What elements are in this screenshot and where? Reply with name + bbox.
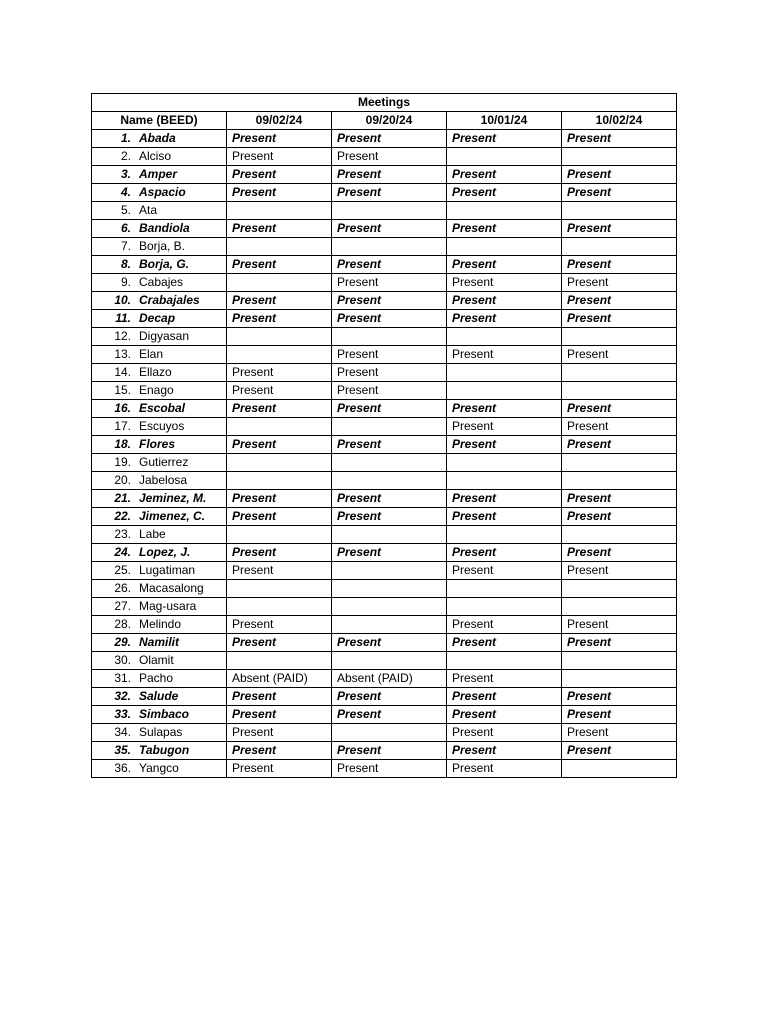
attendance-cell: [227, 346, 332, 364]
student-name: Namilit: [139, 635, 180, 649]
table-row: [92, 310, 677, 328]
row-number: 36.: [114, 761, 131, 775]
table-row: [92, 130, 677, 148]
attendance-cell: Present: [447, 166, 562, 184]
student-cell: [92, 436, 227, 454]
table-row: [92, 274, 677, 292]
student-name: Ellazo: [139, 365, 172, 379]
attendance-cell: Present: [562, 274, 677, 292]
attendance-cell: [227, 274, 332, 292]
table-row: [92, 148, 677, 166]
table-row: [92, 544, 677, 562]
attendance-cell: [447, 202, 562, 220]
table-row: [92, 508, 677, 526]
attendance-cell: [447, 598, 562, 616]
attendance-cell: Present: [447, 436, 562, 454]
attendance-cell: [332, 472, 447, 490]
student-name: Enago: [139, 383, 174, 397]
attendance-cell: Present: [332, 220, 447, 238]
attendance-cell: Present: [447, 184, 562, 202]
row-number: 9.: [120, 275, 131, 289]
attendance-cell: [332, 580, 447, 598]
attendance-cell: Present: [562, 616, 677, 634]
attendance-cell: [227, 454, 332, 472]
table-row: [92, 562, 677, 580]
table-body: [92, 130, 677, 778]
table-row: [92, 166, 677, 184]
row-number: 18.: [114, 437, 131, 451]
attendance-cell: Present: [332, 544, 447, 562]
row-number: 7.: [120, 239, 131, 253]
attendance-cell: Present: [447, 130, 562, 148]
attendance-cell: Present: [332, 292, 447, 310]
attendance-cell: Present: [332, 256, 447, 274]
student-name: Simbaco: [139, 707, 190, 721]
student-cell: [92, 490, 227, 508]
student-cell: [92, 760, 227, 778]
attendance-cell: Present: [562, 544, 677, 562]
attendance-cell: Present: [332, 274, 447, 292]
table-row: [92, 382, 677, 400]
row-number: 6.: [120, 221, 131, 235]
attendance-cell: Present: [227, 256, 332, 274]
student-cell: [92, 382, 227, 400]
header-name: Name (BEED): [92, 112, 227, 130]
row-number: 28.: [114, 617, 131, 631]
attendance-cell: [562, 526, 677, 544]
attendance-cell: Present: [332, 148, 447, 166]
table-row: [92, 670, 677, 688]
attendance-cell: Present: [227, 184, 332, 202]
attendance-cell: [562, 760, 677, 778]
table-row: [92, 652, 677, 670]
student-name: Mag-usara: [139, 599, 197, 613]
student-name: Bandiola: [139, 221, 190, 235]
student-name: Cabajes: [139, 275, 184, 289]
attendance-cell: Present: [447, 706, 562, 724]
student-name: Elan: [139, 347, 164, 361]
row-number: 20.: [114, 473, 131, 487]
student-name: Olamit: [139, 653, 174, 667]
attendance-cell: Present: [332, 184, 447, 202]
attendance-cell: Present: [562, 508, 677, 526]
student-name: Lugatiman: [139, 563, 196, 577]
student-name: Gutierrez: [139, 455, 189, 469]
student-cell: [92, 292, 227, 310]
row-number: 2.: [120, 149, 131, 163]
attendance-cell: Present: [227, 490, 332, 508]
row-number: 23.: [114, 527, 131, 541]
table-row: [92, 364, 677, 382]
attendance-cell: [447, 472, 562, 490]
student-name: Tabugon: [139, 743, 190, 757]
student-name: Aspacio: [139, 185, 186, 199]
attendance-cell: Present: [447, 742, 562, 760]
attendance-cell: Present: [447, 634, 562, 652]
attendance-cell: [562, 238, 677, 256]
attendance-cell: Present: [332, 346, 447, 364]
row-number: 32.: [114, 689, 131, 703]
student-name: Borja, G.: [139, 257, 190, 271]
student-cell: [92, 472, 227, 490]
attendance-cell: Present: [447, 292, 562, 310]
attendance-cell: Present: [447, 562, 562, 580]
attendance-cell: Present: [447, 400, 562, 418]
student-cell: [92, 724, 227, 742]
attendance-cell: Present: [562, 220, 677, 238]
attendance-cell: [447, 148, 562, 166]
attendance-cell: [562, 472, 677, 490]
row-number: 25.: [114, 563, 131, 577]
attendance-cell: Present: [227, 220, 332, 238]
row-number: 30.: [114, 653, 131, 667]
row-number: 31.: [114, 671, 131, 685]
table-row: [92, 688, 677, 706]
row-number: 1.: [120, 131, 131, 145]
attendance-cell: Present: [562, 436, 677, 454]
student-name: Decap: [139, 311, 176, 325]
attendance-cell: [227, 526, 332, 544]
row-number: 22.: [114, 509, 131, 523]
table-row: [92, 634, 677, 652]
attendance-cell: Present: [332, 166, 447, 184]
attendance-cell: [332, 202, 447, 220]
student-cell: [92, 274, 227, 292]
header-date: 09/20/24: [332, 112, 447, 130]
row-number: 27.: [114, 599, 131, 613]
student-name: Jimenez, C.: [139, 509, 206, 523]
row-number: 13.: [114, 347, 131, 361]
attendance-cell: Present: [447, 490, 562, 508]
attendance-cell: [332, 562, 447, 580]
table-row: [92, 418, 677, 436]
student-cell: [92, 310, 227, 328]
attendance-cell: Present: [332, 634, 447, 652]
student-name: Abada: [139, 131, 176, 145]
student-name: Jabelosa: [139, 473, 188, 487]
attendance-cell: Absent (PAID): [227, 670, 332, 688]
attendance-cell: Present: [227, 436, 332, 454]
attendance-cell: [332, 526, 447, 544]
attendance-cell: Present: [227, 130, 332, 148]
student-cell: [92, 202, 227, 220]
table-row: [92, 202, 677, 220]
row-number: 12.: [114, 329, 131, 343]
student-cell: [92, 580, 227, 598]
attendance-cell: [447, 328, 562, 346]
attendance-cell: Present: [227, 616, 332, 634]
attendance-cell: [227, 238, 332, 256]
attendance-cell: [332, 652, 447, 670]
row-number: 16.: [114, 401, 131, 415]
attendance-cell: Present: [562, 310, 677, 328]
attendance-cell: Present: [227, 706, 332, 724]
attendance-cell: Present: [332, 130, 447, 148]
table-row: [92, 184, 677, 202]
attendance-cell: Present: [447, 346, 562, 364]
attendance-cell: [447, 454, 562, 472]
row-number: 35.: [114, 743, 131, 757]
student-cell: [92, 598, 227, 616]
attendance-cell: Present: [227, 562, 332, 580]
attendance-cell: Present: [332, 382, 447, 400]
student-cell: [92, 346, 227, 364]
table-row: [92, 292, 677, 310]
attendance-cell: Present: [227, 742, 332, 760]
attendance-cell: [447, 526, 562, 544]
student-cell: [92, 634, 227, 652]
table-row: [92, 724, 677, 742]
student-cell: [92, 400, 227, 418]
row-number: 14.: [114, 365, 131, 379]
attendance-cell: Present: [562, 400, 677, 418]
attendance-cell: Present: [562, 184, 677, 202]
row-number: 5.: [120, 203, 131, 217]
row-number: 4.: [120, 185, 131, 199]
table-row: [92, 220, 677, 238]
student-cell: [92, 166, 227, 184]
row-number: 29.: [114, 635, 131, 649]
student-cell: [92, 508, 227, 526]
student-cell: [92, 328, 227, 346]
header-date: 10/02/24: [562, 112, 677, 130]
student-name: Crabajales: [139, 293, 200, 307]
row-number: 21.: [114, 491, 131, 505]
attendance-cell: [447, 652, 562, 670]
row-number: 26.: [114, 581, 131, 595]
table-row: [92, 256, 677, 274]
attendance-cell: [227, 418, 332, 436]
attendance-cell: Present: [227, 364, 332, 382]
student-name: Escobal: [139, 401, 186, 415]
table-row: [92, 328, 677, 346]
table-row: [92, 526, 677, 544]
attendance-cell: Present: [227, 166, 332, 184]
student-cell: [92, 148, 227, 166]
student-cell: [92, 220, 227, 238]
student-name: Escuyos: [139, 419, 185, 433]
attendance-cell: [447, 238, 562, 256]
attendance-cell: Present: [447, 544, 562, 562]
attendance-cell: Present: [447, 418, 562, 436]
attendance-cell: [227, 472, 332, 490]
student-cell: [92, 364, 227, 382]
student-name: Melindo: [139, 617, 182, 631]
table-row: [92, 454, 677, 472]
table-row: [92, 742, 677, 760]
attendance-cell: Present: [447, 256, 562, 274]
student-cell: [92, 418, 227, 436]
student-cell: [92, 742, 227, 760]
student-cell: [92, 130, 227, 148]
attendance-cell: Present: [562, 418, 677, 436]
attendance-cell: [227, 598, 332, 616]
attendance-cell: Present: [332, 706, 447, 724]
table-row: [92, 472, 677, 490]
student-name: Jeminez, M.: [139, 491, 207, 505]
table-row: [92, 490, 677, 508]
attendance-cell: Present: [562, 634, 677, 652]
attendance-cell: Present: [227, 634, 332, 652]
row-number: 10.: [114, 293, 131, 307]
student-name: Macasalong: [139, 581, 204, 595]
attendance-cell: Present: [332, 742, 447, 760]
student-cell: [92, 652, 227, 670]
attendance-cell: Present: [227, 724, 332, 742]
attendance-cell: Present: [447, 760, 562, 778]
attendance-cell: [562, 670, 677, 688]
student-cell: [92, 688, 227, 706]
student-cell: [92, 238, 227, 256]
attendance-cell: [332, 418, 447, 436]
student-name: Amper: [139, 167, 178, 181]
attendance-cell: Present: [227, 382, 332, 400]
student-name: Digyasan: [139, 329, 190, 343]
attendance-cell: [332, 238, 447, 256]
attendance-cell: Present: [447, 670, 562, 688]
table-title: Meetings: [92, 94, 677, 112]
student-cell: [92, 562, 227, 580]
student-name: Alciso: [139, 149, 172, 163]
student-cell: [92, 544, 227, 562]
header-date: 09/02/24: [227, 112, 332, 130]
attendance-cell: Present: [227, 400, 332, 418]
attendance-cell: [562, 382, 677, 400]
attendance-cell: [562, 454, 677, 472]
attendance-cell: Present: [227, 148, 332, 166]
attendance-table: [91, 93, 677, 778]
attendance-cell: [447, 580, 562, 598]
attendance-cell: Present: [447, 310, 562, 328]
attendance-cell: Absent (PAID): [332, 670, 447, 688]
attendance-cell: Present: [447, 274, 562, 292]
row-number: 19.: [114, 455, 131, 469]
table-row: [92, 616, 677, 634]
attendance-cell: Present: [447, 724, 562, 742]
row-number: 15.: [114, 383, 131, 397]
student-name: Labe: [139, 527, 166, 541]
header-row: [92, 112, 677, 130]
attendance-cell: Present: [562, 130, 677, 148]
attendance-cell: Present: [562, 256, 677, 274]
student-name: Flores: [139, 437, 176, 451]
attendance-cell: Present: [562, 742, 677, 760]
attendance-cell: Present: [227, 292, 332, 310]
attendance-cell: [227, 328, 332, 346]
attendance-cell: [562, 148, 677, 166]
row-number: 11.: [115, 311, 131, 325]
student-name: Borja, B.: [139, 239, 186, 253]
student-name: Ata: [139, 203, 158, 217]
table-row: [92, 580, 677, 598]
attendance-cell: Present: [332, 490, 447, 508]
student-name: Lopez, J.: [139, 545, 191, 559]
row-number: 24.: [114, 545, 131, 559]
attendance-cell: Present: [227, 508, 332, 526]
attendance-cell: Present: [332, 436, 447, 454]
table-row: [92, 400, 677, 418]
attendance-cell: [227, 580, 332, 598]
attendance-cell: Present: [562, 562, 677, 580]
attendance-cell: Present: [447, 616, 562, 634]
student-cell: [92, 706, 227, 724]
attendance-cell: [332, 598, 447, 616]
student-cell: [92, 670, 227, 688]
attendance-cell: [562, 202, 677, 220]
attendance-cell: Present: [562, 688, 677, 706]
attendance-cell: Present: [227, 310, 332, 328]
attendance-cell: Present: [562, 724, 677, 742]
attendance-cell: Present: [332, 310, 447, 328]
student-cell: [92, 184, 227, 202]
row-number: 33.: [114, 707, 131, 721]
attendance-cell: [332, 724, 447, 742]
student-name: Yangco: [139, 761, 179, 775]
attendance-cell: Present: [332, 364, 447, 382]
attendance-cell: Present: [447, 220, 562, 238]
student-name: Salude: [139, 689, 179, 703]
attendance-cell: Present: [447, 508, 562, 526]
student-name: Pacho: [139, 671, 174, 685]
attendance-cell: Present: [562, 706, 677, 724]
attendance-cell: [562, 580, 677, 598]
table-row: [92, 238, 677, 256]
student-name: Sulapas: [139, 725, 183, 739]
attendance-cell: [447, 382, 562, 400]
attendance-cell: [332, 454, 447, 472]
row-number: 17.: [114, 419, 131, 433]
header-date: 10/01/24: [447, 112, 562, 130]
row-number: 8.: [120, 257, 131, 271]
attendance-cell: [332, 616, 447, 634]
row-number: 34.: [114, 725, 131, 739]
student-cell: [92, 256, 227, 274]
attendance-cell: [227, 202, 332, 220]
row-number: 3.: [120, 167, 131, 181]
attendance-cell: [562, 598, 677, 616]
student-cell: [92, 454, 227, 472]
attendance-cell: [227, 652, 332, 670]
attendance-cell: Present: [227, 544, 332, 562]
attendance-cell: [562, 652, 677, 670]
attendance-cell: [447, 364, 562, 382]
table-row: [92, 598, 677, 616]
attendance-cell: Present: [332, 508, 447, 526]
table-row: [92, 346, 677, 364]
attendance-cell: Present: [447, 688, 562, 706]
attendance-cell: Present: [227, 688, 332, 706]
attendance-cell: Present: [562, 292, 677, 310]
attendance-cell: Present: [562, 490, 677, 508]
student-cell: [92, 616, 227, 634]
attendance-cell: [332, 328, 447, 346]
attendance-cell: [562, 328, 677, 346]
student-cell: [92, 526, 227, 544]
table-row: [92, 706, 677, 724]
table-row: [92, 760, 677, 778]
attendance-cell: Present: [562, 346, 677, 364]
table-row: [92, 436, 677, 454]
attendance-cell: Present: [562, 166, 677, 184]
attendance-cell: Present: [227, 760, 332, 778]
attendance-cell: Present: [332, 760, 447, 778]
attendance-cell: Present: [332, 400, 447, 418]
attendance-cell: Present: [332, 688, 447, 706]
attendance-cell: [562, 364, 677, 382]
